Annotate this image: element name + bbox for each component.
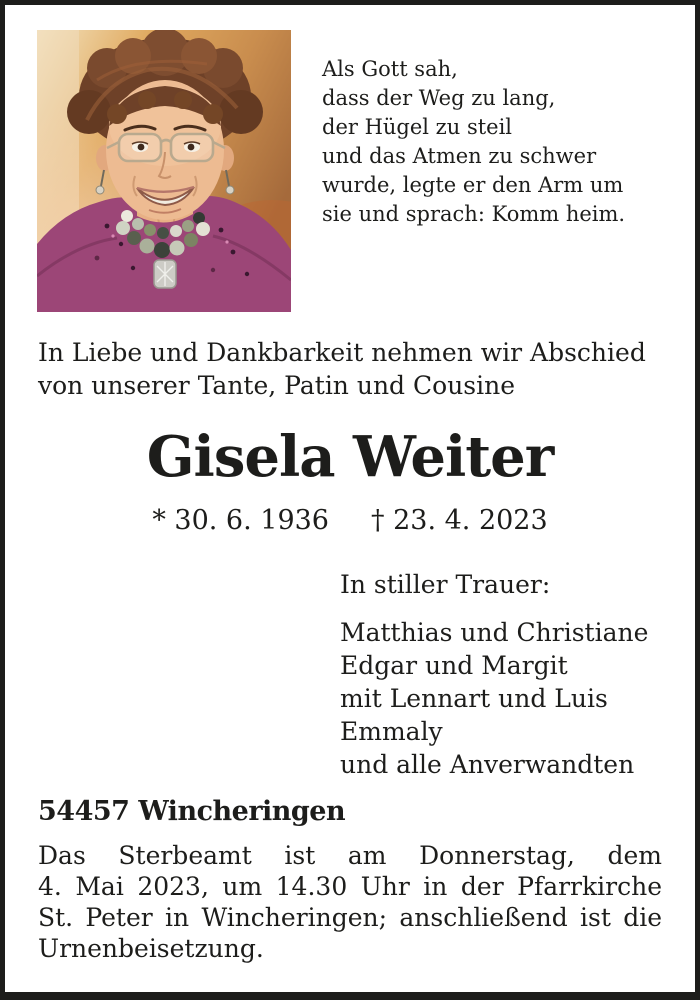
death-date: † 23. 4. 2023 [371,505,548,536]
portrait-illustration [37,30,291,312]
deceased-name: Gisela Weiter [146,424,554,490]
poem-line: und das Atmen zu schwer [322,144,597,168]
announcement-line: 4. Mai 2023, um 14.30 Uhr in der Pfarrkirche [38,872,662,901]
intro-line: von unserer Tante, Patin und Cousine [38,371,516,400]
service-announcement [38,840,662,964]
birth-date: * 30. 6. 1936 [152,505,329,536]
poem-line: Als Gott sah, [322,57,458,81]
poem-line: sie und sprach: Komm heim. [322,202,626,226]
intro-text [38,336,678,402]
portrait-photo [37,30,291,312]
poem-line: dass der Weg zu lang, [322,86,556,110]
mourners-list [340,616,680,781]
mourner-line: Emmaly [340,717,443,746]
life-dates [5,504,695,537]
poem-line: der Hügel zu steil [322,115,513,139]
mourning-label: In stiller Trauer: [340,570,551,599]
poem-line: wurde, legte er den Arm um [322,173,624,197]
mourner-line: mit Lennart und Luis [340,684,608,713]
announcement-line: St. Peter in Wincheringen; anschließend ist die [38,903,662,932]
mourner-line: Edgar und Margit [340,651,568,680]
intro-line: In Liebe und Dankbarkeit nehmen wir Abschied [38,338,646,367]
mourner-line: Matthias und Christiane [340,618,649,647]
city-heading: 54457 Wincheringen [38,796,346,827]
mourner-line: und alle Anverwandten [340,750,635,779]
announcement-line: Das Sterbeamt ist am Donnerstag, dem [38,841,662,870]
announcement-line: Urnenbeisetzung. [38,934,264,963]
poem-text [322,55,682,229]
